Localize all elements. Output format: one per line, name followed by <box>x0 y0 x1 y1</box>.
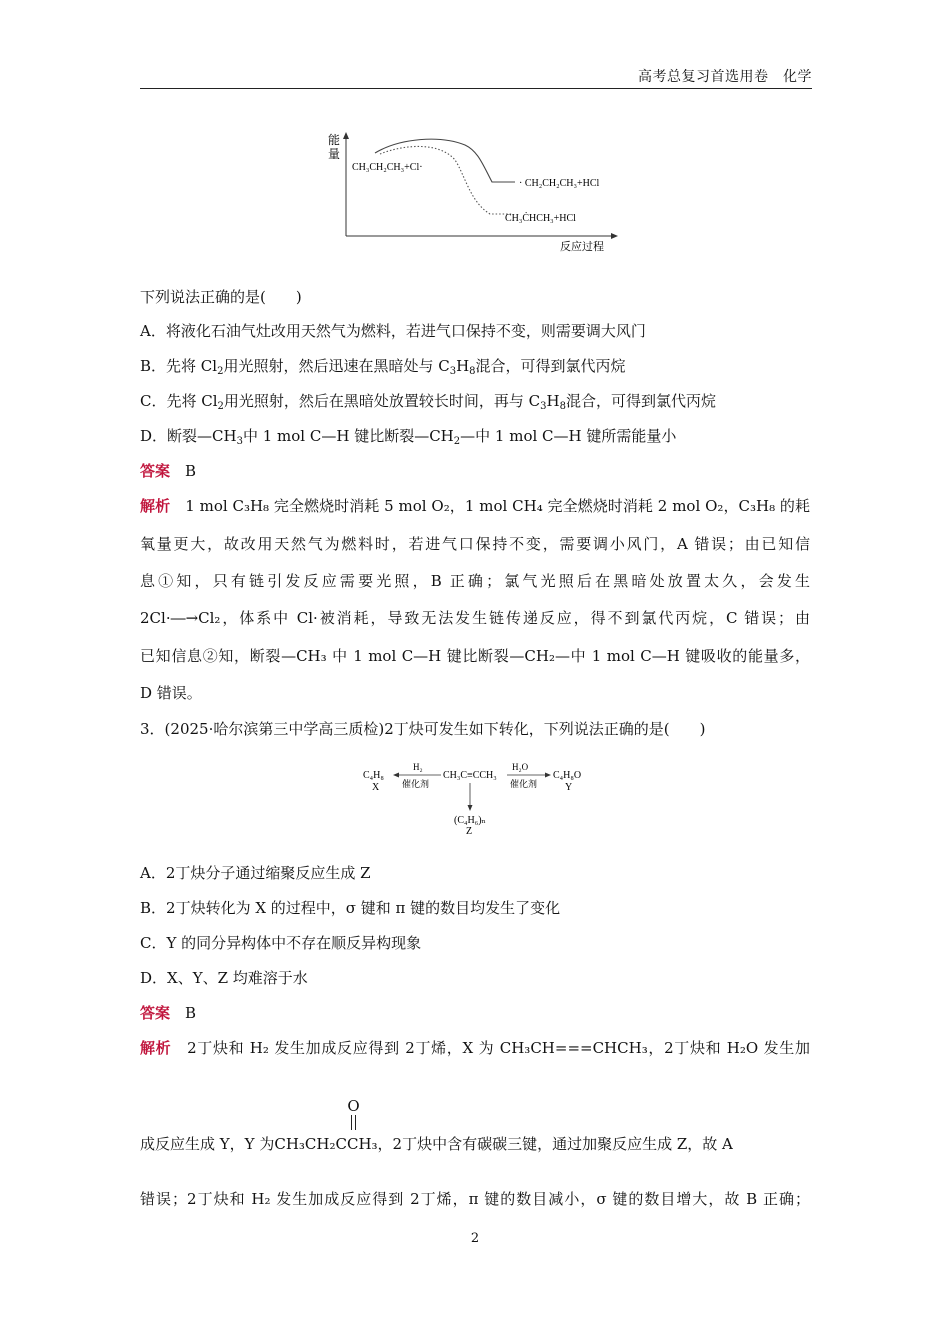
start-label: CH₃CH₂CH₃+Cl· <box>352 162 423 173</box>
h2-reagent: H₂ <box>413 762 423 772</box>
q2-option-b-mid: 用光照射，然后迅速在黑暗处与 C <box>223 357 450 375</box>
q2-option-c-post: 混合，可得到氯代丙烷 <box>566 392 717 410</box>
q2-option-d-pre: D．断裂—CH <box>140 427 237 445</box>
q3-option-c: C．Y 的同分异构体中不存在顺反异构现象 <box>140 934 422 952</box>
x-formula: C₄H₈ <box>363 770 384 781</box>
q2-analysis-line-1 <box>140 495 810 517</box>
y-label: Y <box>565 782 573 793</box>
dotted-curve <box>380 146 512 214</box>
end-lower-label: CH₃ĊHCH₃+HCl <box>505 213 576 224</box>
q2-option-d: D．断裂$—CH_3$中 1 mol C—H 键比断裂$—CH_2—$中 1 mol C—H 键所需能量小 <box>140 427 677 447</box>
x-label: X <box>372 782 380 793</box>
ketone-oxygen: O <box>347 1097 360 1115</box>
q2-option-b-pre: B．先将 Cl <box>140 357 218 375</box>
page-number: 2 <box>470 1231 480 1246</box>
arrow-to-z-head <box>468 805 473 811</box>
q3-analysis-line-2 <box>140 1097 810 1155</box>
q2-option-c-mid: 用光照射，然后在黑暗处放置较长时间，再与 C <box>223 392 541 410</box>
y-axis-label-2: 量 <box>328 147 341 161</box>
arrow-to-y-head <box>545 773 551 778</box>
catalyst-left: 催化剂 <box>402 779 430 789</box>
q2-analysis-line-3: 息①知，只有链引发反应需要光照，B 正确；氯气光照后在黑暗处放置太久，会发生 <box>140 572 810 590</box>
arrow-to-x-head <box>393 773 399 778</box>
ketone-formula: CH₃CH₂CCH₃ <box>274 1135 378 1153</box>
z-formula: (C₄H₆)ₙ <box>454 815 486 826</box>
ketone-structure <box>274 1097 378 1155</box>
header-title: 高考总复习首选用卷 化学 <box>638 69 812 85</box>
x-axis-arrow <box>611 233 618 239</box>
q3-option-a: A．2丁炔分子通过缩聚反应生成 Z <box>140 864 371 882</box>
q2-analysis-line-4: 2Cl·―→Cl₂，体系中 Cl·被消耗，导致无法发生链传递反应，得不到氯代丙烷，C 错误；由 <box>140 609 810 627</box>
y-formula: C₄H₈O <box>553 770 582 781</box>
q2-option-c-pre: C．先将 Cl <box>140 392 218 410</box>
h2o-reagent: H₂O <box>512 762 529 772</box>
q2-option-a: A．将液化石油气灶改用天然气为燃料，若进气口保持不变，则需要调大风门 <box>140 322 646 340</box>
q3-analysis-line-1 <box>140 1037 810 1059</box>
end-upper-label: · CH₂CH₂CH₃+HCl <box>519 178 600 189</box>
q3-answer <box>140 1002 196 1024</box>
q2-answer-label: 答案 <box>140 462 171 480</box>
ketone-double-bond <box>351 1115 356 1130</box>
y-axis-arrow <box>343 132 349 139</box>
q2-analysis-text-1: 1 mol C₃H₈ 完全燃烧时消耗 5 mol O₂，1 mol CH₄ 完全燃烧时消耗 2 mol O₂，C₃H₈ 的耗 <box>185 497 810 515</box>
q2-option-d-post: —中 1 mol C—H 键所需能量小 <box>460 427 677 445</box>
q3-analysis-text-1: 2丁炔和 H₂ 发生加成反应得到 2丁烯，X 为 CH₃CH===CHCH₃，2丁炔和 H₂O 发生加 <box>187 1039 810 1057</box>
q3-analysis-text-2-post: ，2丁炔中含有碳碳三键，通过加聚反应生成 Z，故 A <box>377 1135 733 1153</box>
q3-option-b: B．2丁炔转化为 X 的过程中，σ 键和 π 键的数目均发生了变化 <box>140 899 561 917</box>
q2-answer-value: B <box>185 462 197 480</box>
z-label: Z <box>466 826 473 837</box>
q2-analysis-line-6: D 错误。 <box>140 684 202 702</box>
catalyst-right: 催化剂 <box>510 779 538 789</box>
q2-analysis-line-2: 氧量更大，故改用天然气为燃料时，若进气口保持不变，需要调小风门，A 错误；由已知信 <box>140 535 810 553</box>
q3-analysis-line-3: 错误；2丁炔和 H₂ 发生加成反应得到 2丁烯，π 键的数目减小，σ 键的数目增大，故 B 正确； <box>140 1190 810 1208</box>
header-rule <box>140 88 812 89</box>
q3-answer-value: B <box>185 1004 197 1022</box>
q2-analysis-label: 解析 <box>140 497 171 515</box>
energy-diagram <box>320 130 620 255</box>
q2-option-b-post: 混合，可得到氯代丙烷 <box>475 357 626 375</box>
q3-answer-label: 答案 <box>140 1004 171 1022</box>
q3-stem: 3．(2025·哈尔滨第三中学高三质检)2丁炔可发生如下转化，下列说法正确的是( ) <box>140 720 706 738</box>
q2-option-b: B．先将 $Cl_2$用光照射，然后迅速在黑暗处与 $C_3H_8$混合，可得到氯代丙烷 <box>140 357 626 377</box>
q2-analysis-line-5: 已知信息②知，断裂—CH₃ 中 1 mol C—H 键比断裂—CH₂—中 1 mol C—H 键吸收的能量多， <box>140 647 810 665</box>
solid-curve <box>375 139 515 182</box>
q2-option-c: C．先将 $Cl_2$用光照射，然后在黑暗处放置较长时间，再与 $C_3H_8$混合，可得到氯代丙烷 <box>140 392 717 412</box>
q2-option-d-mid: 中 1 mol C—H 键比断裂—CH <box>242 427 454 445</box>
y-axis-label-1: 能 <box>328 133 341 147</box>
q3-option-d: D．X、Y、Z 均难溶于水 <box>140 969 308 987</box>
q3-analysis-text-2-pre: 成反应生成 Y，Y 为 <box>140 1135 275 1153</box>
q2-stem: 下列说法正确的是( ) <box>140 288 302 306</box>
x-axis-label: 反应过程 <box>560 241 604 253</box>
q2-answer <box>140 460 196 482</box>
reaction-scheme <box>355 755 595 837</box>
center-compound: CH₃C≡CCH₃ <box>443 770 497 781</box>
q3-analysis-label: 解析 <box>140 1039 172 1057</box>
